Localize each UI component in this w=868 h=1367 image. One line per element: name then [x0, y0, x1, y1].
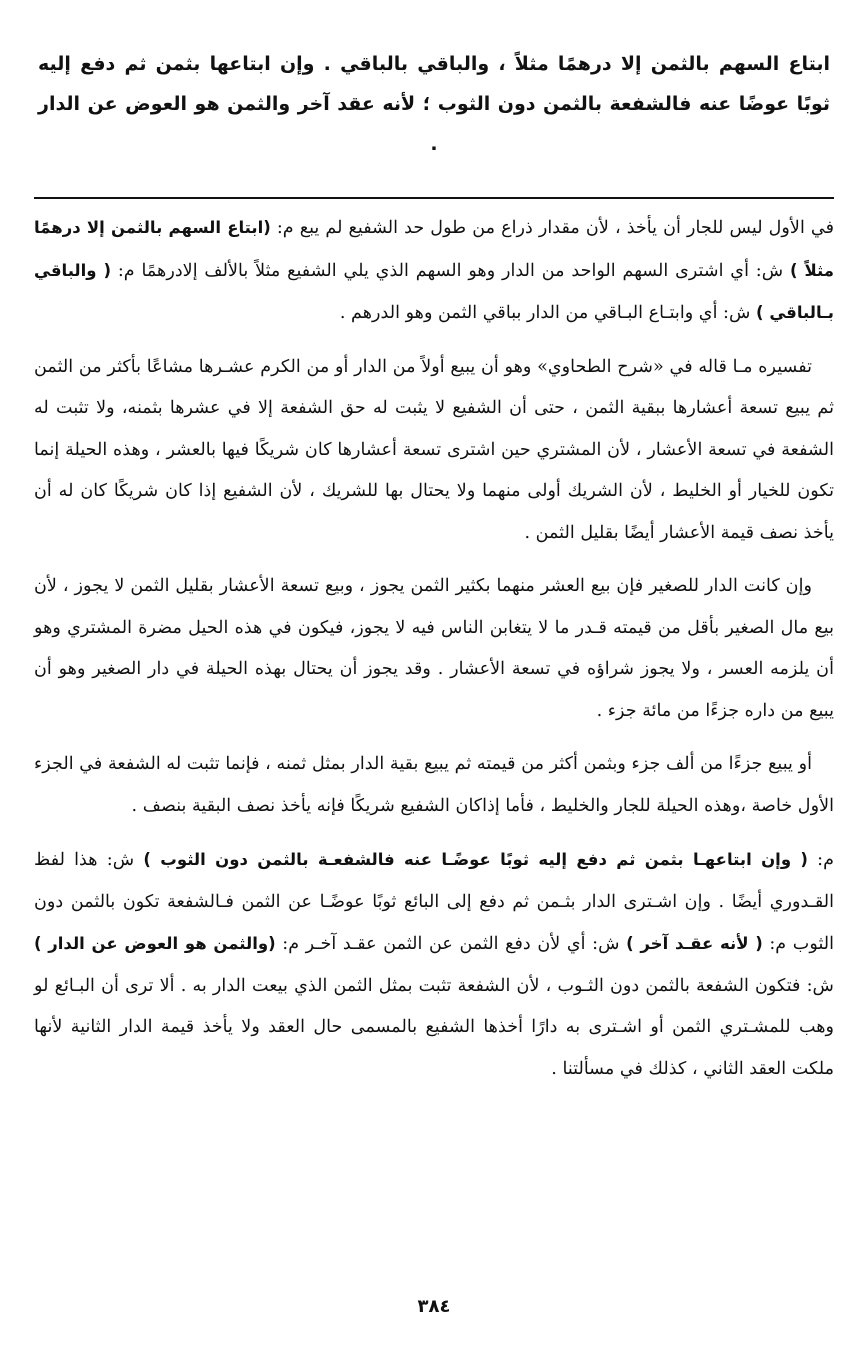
matn-text: ابتاع السهم بالثمن إلا درهمًا مثلاً ، والباقي بالباقي . وإن ابتاعها بثمن ثم دفع إليه ثوبًا عوضًا عنه فالشفعة بالثمن دون الثوب ؛ لأنه عقد آخر والثمن هو العوض عن الدار . [38, 53, 830, 155]
commentary-paragraph-4: أو يبيع جزءًا من ألف جزء وبثمن أكثر من قيمته ثم يبيع بقية الدار بمثل ثمنه ، فإنما تثبت له الشفعة في الجزء الأول خاصة ،وهذه الحيلة للجار والخليط ، فأما إذاكان الشفيع شريكًا فإنه يأخذ نصف البقية بنصف . [34, 754, 834, 816]
book-page [34, 44, 834, 1344]
text-segment: ش: أي اشترى السهم الواحد من الدار وهو السهم الذي يلي الشفيع مثلاً بالألف إلادرهمًا م: [111, 260, 791, 281]
text-segment: في الأول ليس للجار أن يأخذ ، لأن مقدار ذراع من طول حد الشفيع لم يبع م: [270, 218, 834, 238]
text-segment: ش: هذا لفظ القـدوري أيضًا . وإن اشـترى الدار بثـمن ثم دفع إلى البائع ثوبًا عوضًـا عن الثمن فـالشفعة تكون بالثمن دون الثوب م: [34, 850, 834, 954]
matn-quote: (والثمن هو العوض عن الدار ) [34, 934, 276, 953]
commentary-paragraph-5 [34, 839, 834, 1090]
matn-quote: ( والباقي بـالباقي ) [34, 260, 834, 322]
text-segment: ش: أي وابتـاع البـاقي من الدار بباقي الثمن وهو الدرهم . [339, 303, 757, 323]
separator-line [34, 197, 834, 199]
matn-quote: ( لأنه عقـد آخر ) [626, 934, 763, 953]
commentary [34, 207, 834, 1090]
commentary-paragraph-3: وإن كانت الدار للصغير فإن بيع العشر منهما بكثير الثمن يجوز ، وبيع تسعة الأعشار بقليل الثمن لا يجوز ، لأن بيع مال الصغير بأقل من قيمته قـدر ما لا يتغابن الناس فيه لا يجوز، فيكون في هذه الحيل مضرة المشتري وهو أن يلزمه العسر ، ولا يجوز شراؤه في تسعة الأعشار . وقد يجوز أن يحتال بهذه الحيلة في دار الصغير وهو أن يبيع من داره جزءًا من مائة جزء . [34, 576, 834, 721]
text-segment: ش: فتكون الشفعة بالثمن دون الثـوب ، لأن الشفعة تثبت بمثل الثمن الذي بيعت الدار به . ألا ترى أن البـائع لو وهب للمشـتري الثمن أو اشـترى به دارًا أخذها الشفيع بالمسمى حال العقد ولا يأخذ قيمة الدار الثانية لأنها ملكت العقد الثاني ، كذلك في مسألتنا . [34, 975, 834, 1079]
matn-quote: (ابتاع السهم بالثمن إلا درهمًا مثلاً ) [34, 218, 835, 280]
commentary-paragraph-1 [34, 207, 834, 335]
page-number: ٣٨٤ [417, 1296, 451, 1317]
commentary-paragraph-2: تفسيره مـا قاله في «شرح الطحاوي» وهو أن يبيع أولاً من الدار أو من الكرم عشـرها مشاعًا بأكثر من الثمن ثم يبيع تسعة أعشارها ببقية الثمن ، حتى أن الشفيع لا يثبت له حق الشفعة إلا في عشرها بثمنه، ولا تثبت له الشفعة في تسعة الأعشار ، لأن المشتري حين اشترى تسعة أعشارها كان شريكًا فيها بالعشر ، وهذه الحيلة إنما تكون للخيار أو الخليط ، لأن الشريك أولى منهما ولا يحتال بها للشريك ، لأن الشفيع إذا كان شريكًا كان له أن يأخذ نصف قيمة الأعشار أيضًا بقليل الثمن . [34, 356, 834, 543]
text-segment: ش: أي لأن دفع الثمن عن الثمن عقـد آخـر م: [275, 934, 627, 954]
matn-quote: ( وإن ابتاعهـا بثمن ثم دفع إليه ثوبًا عوضًـا عنه فالشفعـة بالثمن دون الثوب ) [143, 850, 808, 869]
text-segment: م: [807, 850, 835, 870]
